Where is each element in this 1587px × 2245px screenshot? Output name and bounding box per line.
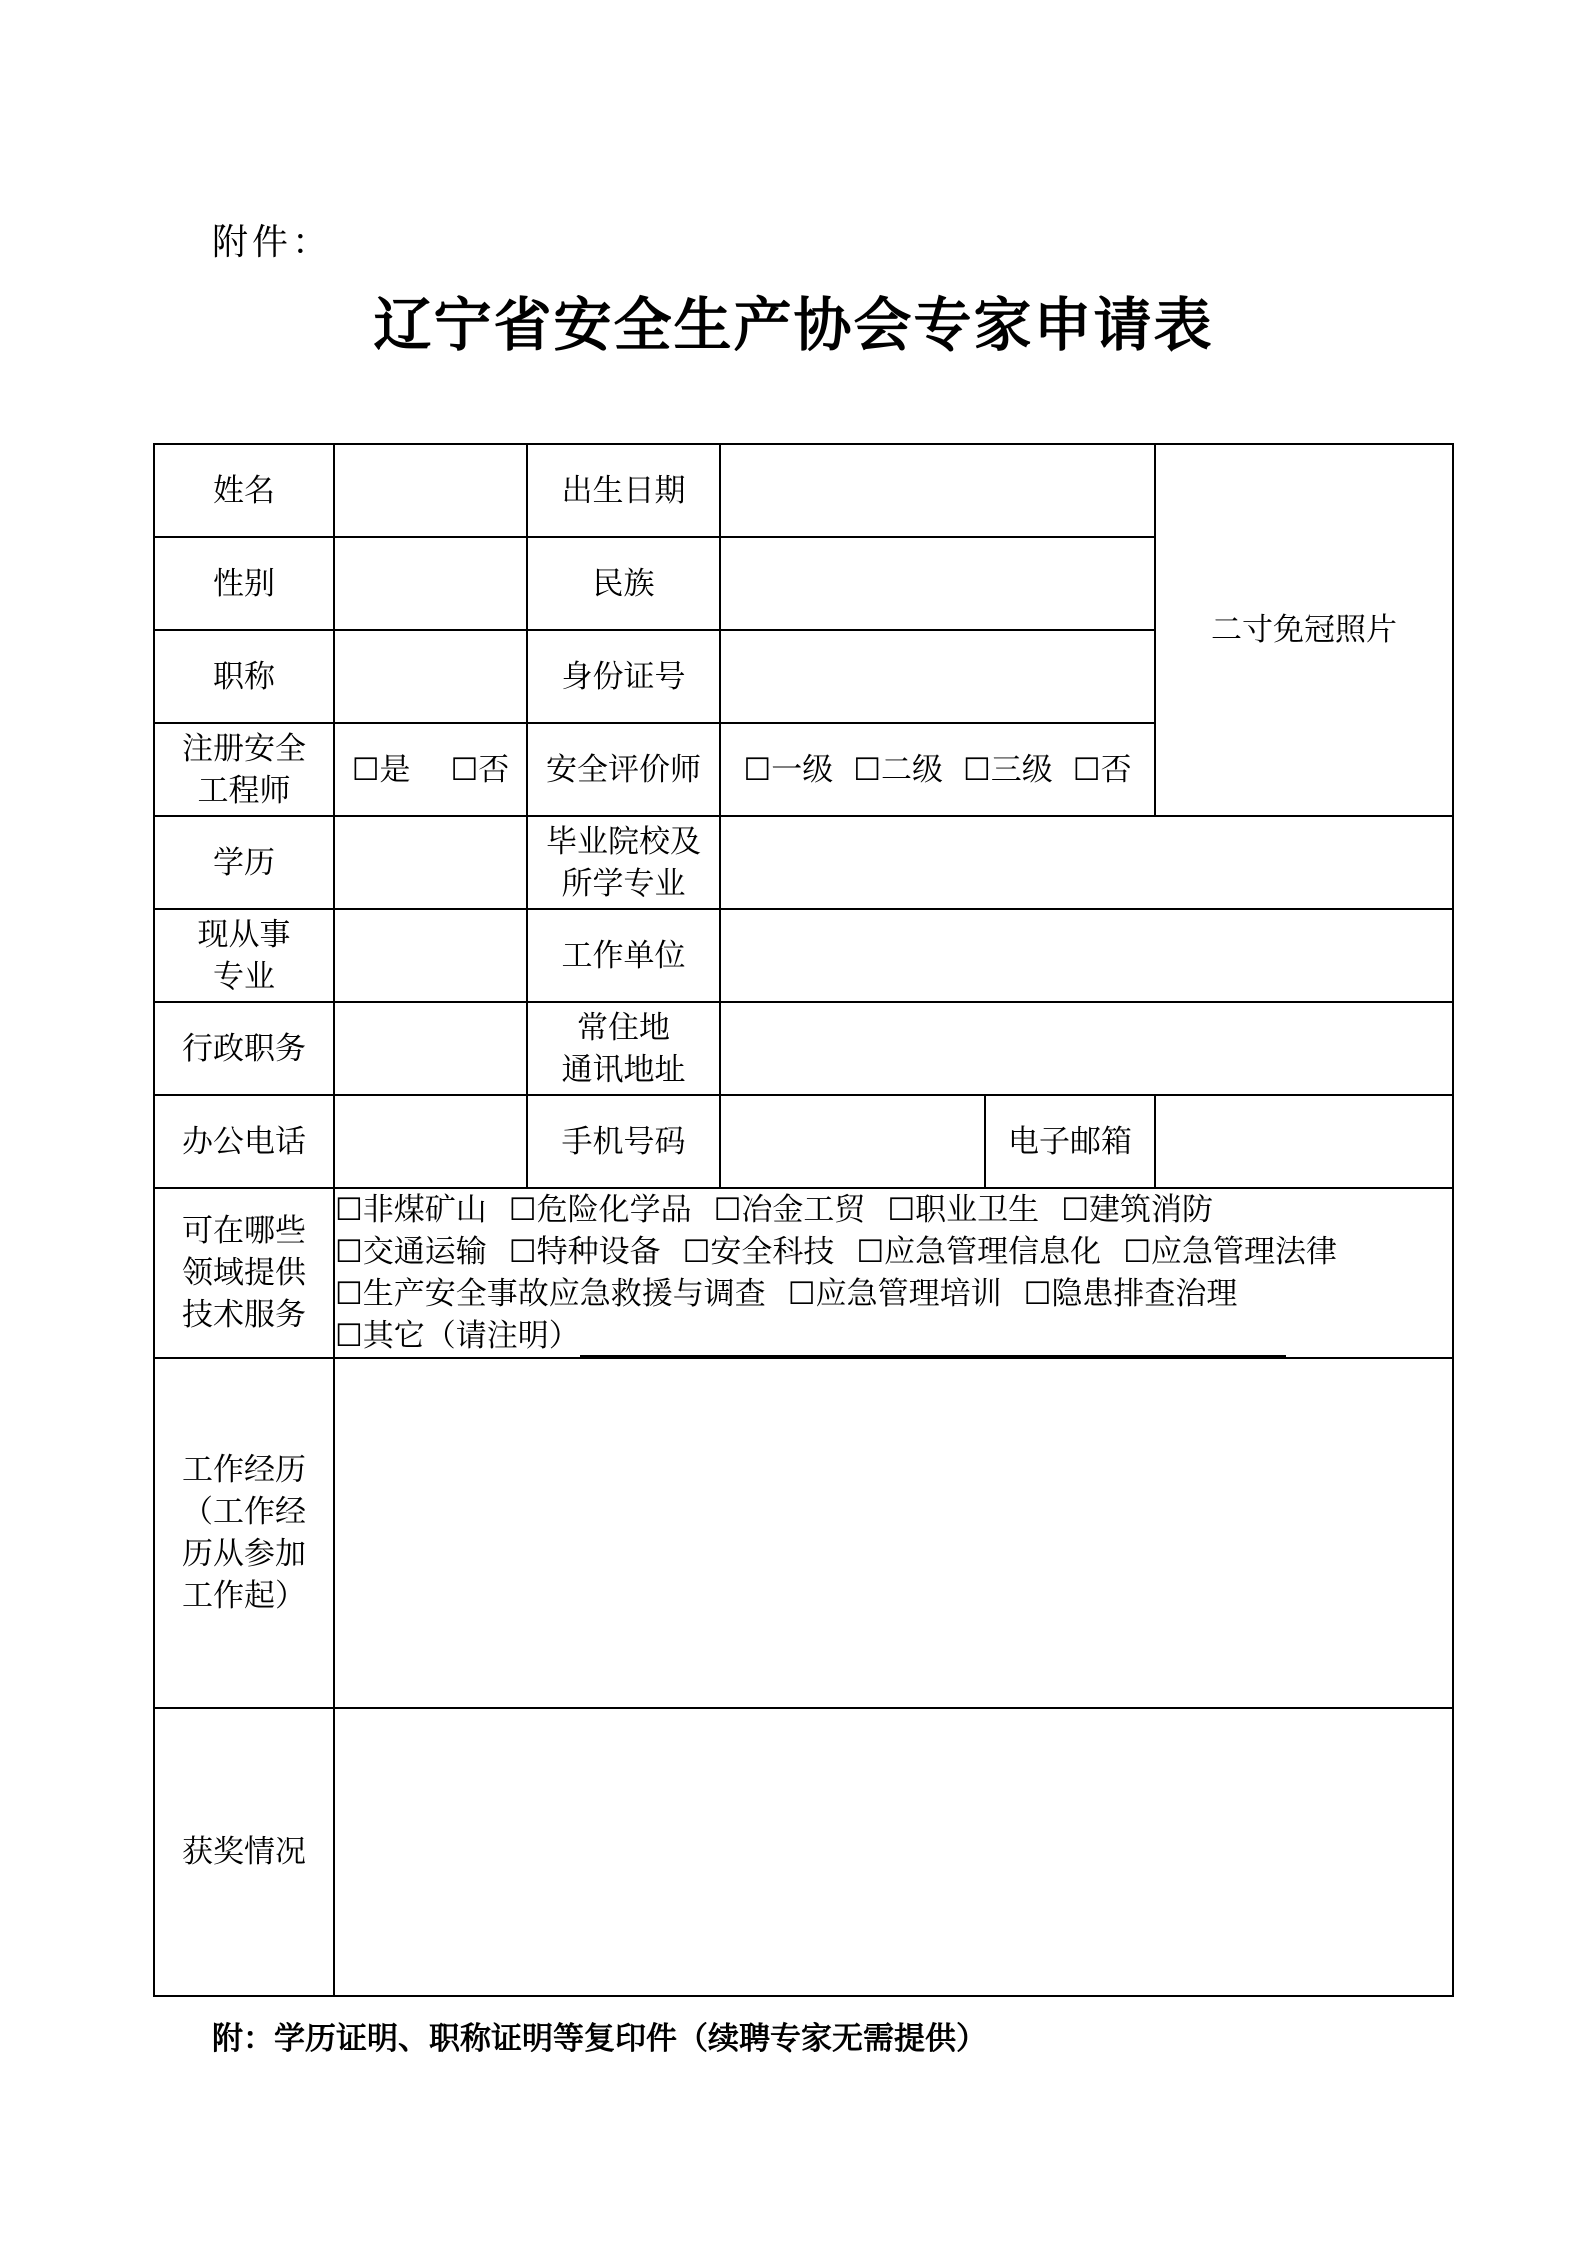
checkbox-assessor-level3[interactable]: ☐三级	[963, 751, 1053, 788]
current-specialty-line1: 现从事	[197, 916, 291, 953]
safety-assessor-options	[720, 723, 1155, 816]
mobile-value-cell[interactable]	[720, 1095, 985, 1188]
birth-date-value-cell[interactable]	[720, 444, 1155, 537]
label-ethnicity: 民族	[527, 537, 720, 630]
checkbox-hazardous-chemicals[interactable]: ☐危险化学品	[508, 1192, 692, 1228]
ethnicity-value-cell[interactable]	[720, 537, 1155, 630]
work-history-line1: 工作经历	[182, 1452, 306, 1488]
registered-engineer-line1: 注册安全	[182, 730, 306, 767]
awards-value-cell[interactable]	[334, 1708, 1453, 1996]
label-registered-engineer	[154, 723, 334, 816]
work-history-line4: 工作起）	[182, 1578, 306, 1614]
other-specify-line[interactable]	[580, 1323, 1286, 1357]
checkbox-special-equipment[interactable]: ☐特种设备	[508, 1234, 661, 1270]
checkbox-safety-tech[interactable]: ☐安全科技	[682, 1234, 835, 1270]
checkbox-emergency-training[interactable]: ☐应急管理培训	[787, 1276, 1002, 1312]
address-line2: 通讯地址	[561, 1051, 686, 1088]
gender-value-cell[interactable]	[334, 537, 527, 630]
checkbox-emergency-law[interactable]: ☐应急管理法律	[1123, 1234, 1337, 1270]
work-history-value-cell[interactable]	[334, 1358, 1453, 1708]
label-current-specialty	[154, 909, 334, 1002]
attachment-label: 附件：	[212, 222, 333, 263]
label-safety-assessor: 安全评价师	[527, 723, 720, 816]
label-awards: 获奖情况	[154, 1708, 334, 1996]
school-major-line1: 毕业院校及	[546, 823, 701, 860]
checkbox-non-coal-mine[interactable]: ☐非煤矿山	[335, 1192, 487, 1228]
label-admin-position: 行政职务	[154, 1002, 334, 1095]
service-areas-line2: 领域提供	[182, 1255, 306, 1291]
registered-engineer-line2: 工程师	[197, 772, 291, 809]
label-service-areas	[154, 1188, 334, 1358]
work-history-line3: 历从参加	[182, 1536, 306, 1572]
label-work-unit: 工作单位	[527, 909, 720, 1002]
label-work-history	[154, 1358, 334, 1708]
checkbox-emergency-it[interactable]: ☐应急管理信息化	[856, 1234, 1102, 1270]
id-number-value-cell[interactable]	[720, 630, 1155, 723]
registered-engineer-options	[334, 723, 527, 816]
office-phone-value-cell[interactable]	[334, 1095, 527, 1188]
checkbox-assessor-level1[interactable]: ☐一级	[743, 751, 834, 788]
label-job-title: 职称	[154, 630, 334, 723]
checkbox-occupational-health[interactable]: ☐职业卫生	[887, 1192, 1040, 1228]
photo-cell: 二寸免冠照片	[1155, 444, 1453, 816]
checkbox-hazard-inspection[interactable]: ☐隐患排查治理	[1023, 1276, 1238, 1312]
service-areas-line1: 可在哪些	[182, 1213, 306, 1249]
service-areas-row4	[335, 1315, 1452, 1357]
school-major-value-cell[interactable]	[720, 816, 1453, 909]
name-value-cell[interactable]	[334, 444, 527, 537]
service-areas-options	[334, 1188, 1453, 1358]
label-name: 姓名	[154, 444, 334, 537]
label-email: 电子邮箱	[985, 1095, 1155, 1188]
address-line1: 常住地	[577, 1009, 670, 1046]
checkbox-building-fire[interactable]: ☐建筑消防	[1061, 1192, 1213, 1228]
label-mobile: 手机号码	[527, 1095, 720, 1188]
job-title-value-cell[interactable]	[334, 630, 527, 723]
checkbox-transportation[interactable]: ☐交通运输	[335, 1234, 487, 1270]
education-value-cell[interactable]	[334, 816, 527, 909]
application-form-table	[153, 443, 1454, 1997]
checkbox-registered-no[interactable]: ☐否	[450, 751, 510, 788]
form-title: 辽宁省安全生产协会专家申请表	[373, 291, 1214, 359]
service-areas-row1	[335, 1189, 1452, 1231]
school-major-line2: 所学专业	[561, 865, 686, 902]
work-history-line2: （工作经	[182, 1494, 306, 1530]
checkbox-assessor-no[interactable]: ☐否	[1072, 751, 1132, 788]
label-birth-date: 出生日期	[527, 444, 720, 537]
label-education: 学历	[154, 816, 334, 909]
label-school-major	[527, 816, 720, 909]
email-value-cell[interactable]	[1155, 1095, 1453, 1188]
label-id-number: 身份证号	[527, 630, 720, 723]
checkbox-registered-yes[interactable]: ☐是	[351, 751, 411, 788]
footnote: 附：学历证明、职称证明等复印件（续聘专家无需提供）	[212, 2021, 987, 2057]
service-areas-row3	[335, 1273, 1452, 1315]
label-gender: 性别	[154, 537, 334, 630]
label-office-phone: 办公电话	[154, 1095, 334, 1188]
service-areas-row2	[335, 1231, 1452, 1273]
checkbox-accident-rescue[interactable]: ☐生产安全事故应急救援与调查	[335, 1276, 766, 1312]
current-specialty-value-cell[interactable]	[334, 909, 527, 1002]
admin-position-value-cell[interactable]	[334, 1002, 527, 1095]
checkbox-metallurgy-trade[interactable]: ☐冶金工贸	[713, 1192, 866, 1228]
current-specialty-line2: 专业	[213, 958, 275, 995]
service-areas-line3: 技术服务	[182, 1297, 306, 1333]
label-address	[527, 1002, 720, 1095]
address-value-cell[interactable]	[720, 1002, 1453, 1095]
work-unit-value-cell[interactable]	[720, 909, 1453, 1002]
checkbox-assessor-level2[interactable]: ☐二级	[853, 751, 943, 788]
checkbox-other[interactable]: ☐其它（请注明）	[335, 1318, 580, 1354]
